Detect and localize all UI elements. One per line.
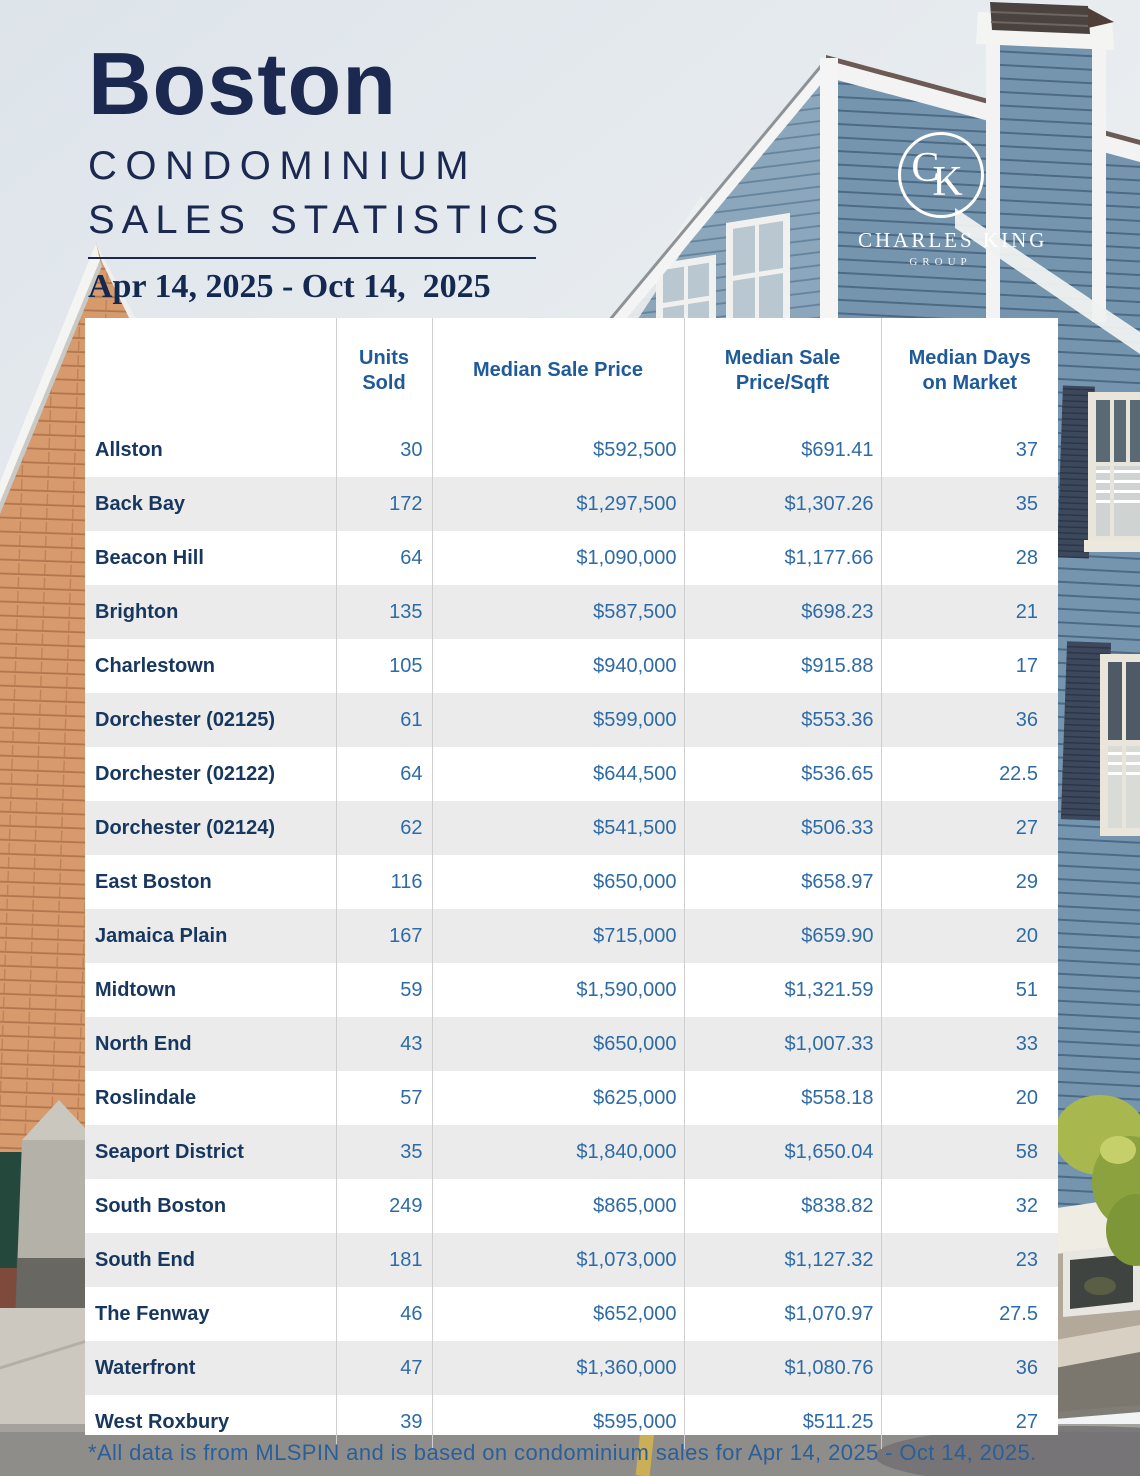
cell-median-days-on-market: 36: [881, 1341, 1058, 1395]
cell-median-price-sqft: $1,177.66: [684, 531, 881, 585]
cell-neighborhood: Brighton: [95, 600, 179, 623]
cell-neighborhood: Beacon Hill: [95, 546, 204, 569]
cell-median-sale-price: $1,590,000: [432, 963, 684, 1017]
cell-median-price-sqft: $838.82: [684, 1179, 881, 1233]
cell-units-sold: 39: [336, 1395, 432, 1449]
table-row: [85, 1071, 1058, 1125]
cell-median-days-on-market: 20: [881, 1071, 1058, 1125]
page-title: Boston: [88, 34, 398, 133]
cell-median-price-sqft: $553.36: [684, 693, 881, 747]
cell-units-sold: 35: [336, 1125, 432, 1179]
cell-median-sale-price: $1,360,000: [432, 1341, 684, 1395]
cell-units-sold: 167: [336, 909, 432, 963]
cell-neighborhood: Waterfront: [95, 1356, 196, 1379]
cell-median-days-on-market: 37: [881, 423, 1058, 477]
sales-stats-table: [85, 318, 1058, 1449]
table-row: [85, 747, 1058, 801]
right-window-upper: [1057, 385, 1140, 558]
cell-median-sale-price: $650,000: [432, 1017, 684, 1071]
cell-neighborhood: Dorchester (02122): [95, 762, 276, 785]
cell-median-price-sqft: $1,650.04: [684, 1125, 881, 1179]
cell-median-sale-price: $1,073,000: [432, 1233, 684, 1287]
cell-median-sale-price: $625,000: [432, 1071, 684, 1125]
cell-median-price-sqft: $691.41: [684, 423, 881, 477]
cell-units-sold: 105: [336, 639, 432, 693]
cell-units-sold: 181: [336, 1233, 432, 1287]
cell-units-sold: 61: [336, 693, 432, 747]
cell-units-sold: 64: [336, 531, 432, 585]
cell-neighborhood: South End: [95, 1248, 195, 1271]
cell-median-days-on-market: 51: [881, 963, 1058, 1017]
cell-median-days-on-market: 32: [881, 1179, 1058, 1233]
right-window-lower: [1061, 641, 1140, 836]
col-header-median-days: Median Days on Market: [881, 318, 1058, 423]
cell-neighborhood: East Boston: [95, 870, 212, 893]
cell-neighborhood: Dorchester (02124): [95, 816, 276, 839]
cell-median-price-sqft: $1,307.26: [684, 477, 881, 531]
table-row: [85, 1179, 1058, 1233]
subtitle-line2: SALES STATISTICS: [88, 198, 566, 242]
table-row: [85, 639, 1058, 693]
cell-median-price-sqft: $1,127.32: [684, 1233, 881, 1287]
ck-monogram-icon: CK: [898, 132, 984, 218]
logo-name: CHARLES KING: [858, 228, 1048, 252]
title-block: [88, 34, 566, 306]
cell-median-price-sqft: $1,321.59: [684, 963, 881, 1017]
table-body: [85, 423, 1058, 1449]
cell-median-days-on-market: 58: [881, 1125, 1058, 1179]
cell-median-price-sqft: $1,070.97: [684, 1287, 881, 1341]
cell-units-sold: 59: [336, 963, 432, 1017]
disclaimer-text: *All data is from MLSPIN and is based on condominium sales for Apr 14, 2025 - Oct 14, 2025.: [88, 1440, 1037, 1465]
cell-median-days-on-market: 23: [881, 1233, 1058, 1287]
table-row: [85, 1125, 1058, 1179]
cell-median-sale-price: $1,090,000: [432, 531, 684, 585]
cell-median-price-sqft: $915.88: [684, 639, 881, 693]
cell-median-days-on-market: 33: [881, 1017, 1058, 1071]
col-header-units-sold: Units Sold: [336, 318, 432, 423]
cell-median-price-sqft: $659.90: [684, 909, 881, 963]
cell-neighborhood: West Roxbury: [95, 1410, 230, 1433]
cell-units-sold: 135: [336, 585, 432, 639]
cell-units-sold: 116: [336, 855, 432, 909]
cell-median-sale-price: $940,000: [432, 639, 684, 693]
cell-median-days-on-market: 29: [881, 855, 1058, 909]
table-row: [85, 1341, 1058, 1395]
logo-subname: GROUP: [909, 256, 972, 268]
cell-neighborhood: Back Bay: [95, 492, 186, 515]
cell-units-sold: 43: [336, 1017, 432, 1071]
cell-neighborhood: Charlestown: [95, 654, 216, 677]
cell-median-sale-price: $1,840,000: [432, 1125, 684, 1179]
table-row: [85, 801, 1058, 855]
table-row: [85, 963, 1058, 1017]
cell-neighborhood: North End: [95, 1032, 192, 1055]
title-underline: [88, 257, 536, 259]
cell-units-sold: 57: [336, 1071, 432, 1125]
date-range: Apr 14, 2025 - Oct 14, 2025: [88, 268, 491, 305]
cell-median-days-on-market: 28: [881, 531, 1058, 585]
table-row: [85, 531, 1058, 585]
cell-median-sale-price: $599,000: [432, 693, 684, 747]
table-row: [85, 855, 1058, 909]
cell-neighborhood: Midtown: [95, 978, 177, 1001]
cell-median-sale-price: $715,000: [432, 909, 684, 963]
table-row: [85, 1017, 1058, 1071]
table-row: [85, 1233, 1058, 1287]
cell-median-sale-price: $592,500: [432, 423, 684, 477]
cell-units-sold: 47: [336, 1341, 432, 1395]
table-header-row: [85, 318, 1058, 423]
cell-median-sale-price: $1,297,500: [432, 477, 684, 531]
cell-units-sold: 46: [336, 1287, 432, 1341]
table-row: [85, 909, 1058, 963]
cell-median-days-on-market: 20: [881, 909, 1058, 963]
cell-median-price-sqft: $558.18: [684, 1071, 881, 1125]
col-header-median-price-sqft: Median Sale Price/Sqft: [684, 318, 881, 423]
cell-neighborhood: Jamaica Plain: [95, 924, 228, 947]
cell-neighborhood: Allston: [95, 438, 163, 461]
cell-median-days-on-market: 21: [881, 585, 1058, 639]
cell-median-sale-price: $595,000: [432, 1395, 684, 1449]
subtitle-line1: CONDOMINIUM: [88, 144, 478, 188]
cell-units-sold: 62: [336, 801, 432, 855]
stats-table-panel: [85, 318, 1058, 1435]
cell-units-sold: 172: [336, 477, 432, 531]
cell-median-sale-price: $865,000: [432, 1179, 684, 1233]
cell-median-price-sqft: $1,007.33: [684, 1017, 881, 1071]
cell-median-days-on-market: 22.5: [881, 747, 1058, 801]
cell-median-days-on-market: 27.5: [881, 1287, 1058, 1341]
cell-median-price-sqft: $511.25: [684, 1395, 881, 1449]
cell-units-sold: 64: [336, 747, 432, 801]
cell-neighborhood: The Fenway: [95, 1302, 210, 1325]
col-header-median-sale-price: Median Sale Price: [432, 318, 684, 423]
cell-median-days-on-market: 35: [881, 477, 1058, 531]
cell-neighborhood: South Boston: [95, 1194, 227, 1217]
cell-median-price-sqft: $536.65: [684, 747, 881, 801]
table-row: [85, 1287, 1058, 1341]
cell-median-days-on-market: 27: [881, 1395, 1058, 1449]
cell-median-price-sqft: $506.33: [684, 801, 881, 855]
col-header-neighborhood: [85, 318, 336, 423]
cell-neighborhood: Roslindale: [95, 1086, 197, 1109]
cell-median-sale-price: $652,000: [432, 1287, 684, 1341]
cell-units-sold: 249: [336, 1179, 432, 1233]
cell-median-days-on-market: 36: [881, 693, 1058, 747]
cell-units-sold: 30: [336, 423, 432, 477]
cell-median-price-sqft: $658.97: [684, 855, 881, 909]
cell-neighborhood: Dorchester (02125): [95, 708, 276, 731]
cell-neighborhood: Seaport District: [95, 1140, 244, 1163]
table-row: [85, 423, 1058, 477]
table-row: [85, 477, 1058, 531]
cell-median-sale-price: $650,000: [432, 855, 684, 909]
cell-median-sale-price: $587,500: [432, 585, 684, 639]
cell-median-price-sqft: $698.23: [684, 585, 881, 639]
table-row: [85, 585, 1058, 639]
cell-median-days-on-market: 27: [881, 801, 1058, 855]
cell-median-sale-price: $541,500: [432, 801, 684, 855]
cell-median-price-sqft: $1,080.76: [684, 1341, 881, 1395]
cell-median-sale-price: $644,500: [432, 747, 684, 801]
charles-king-logo: [858, 132, 1048, 268]
table-row: [85, 693, 1058, 747]
cell-median-days-on-market: 17: [881, 639, 1058, 693]
